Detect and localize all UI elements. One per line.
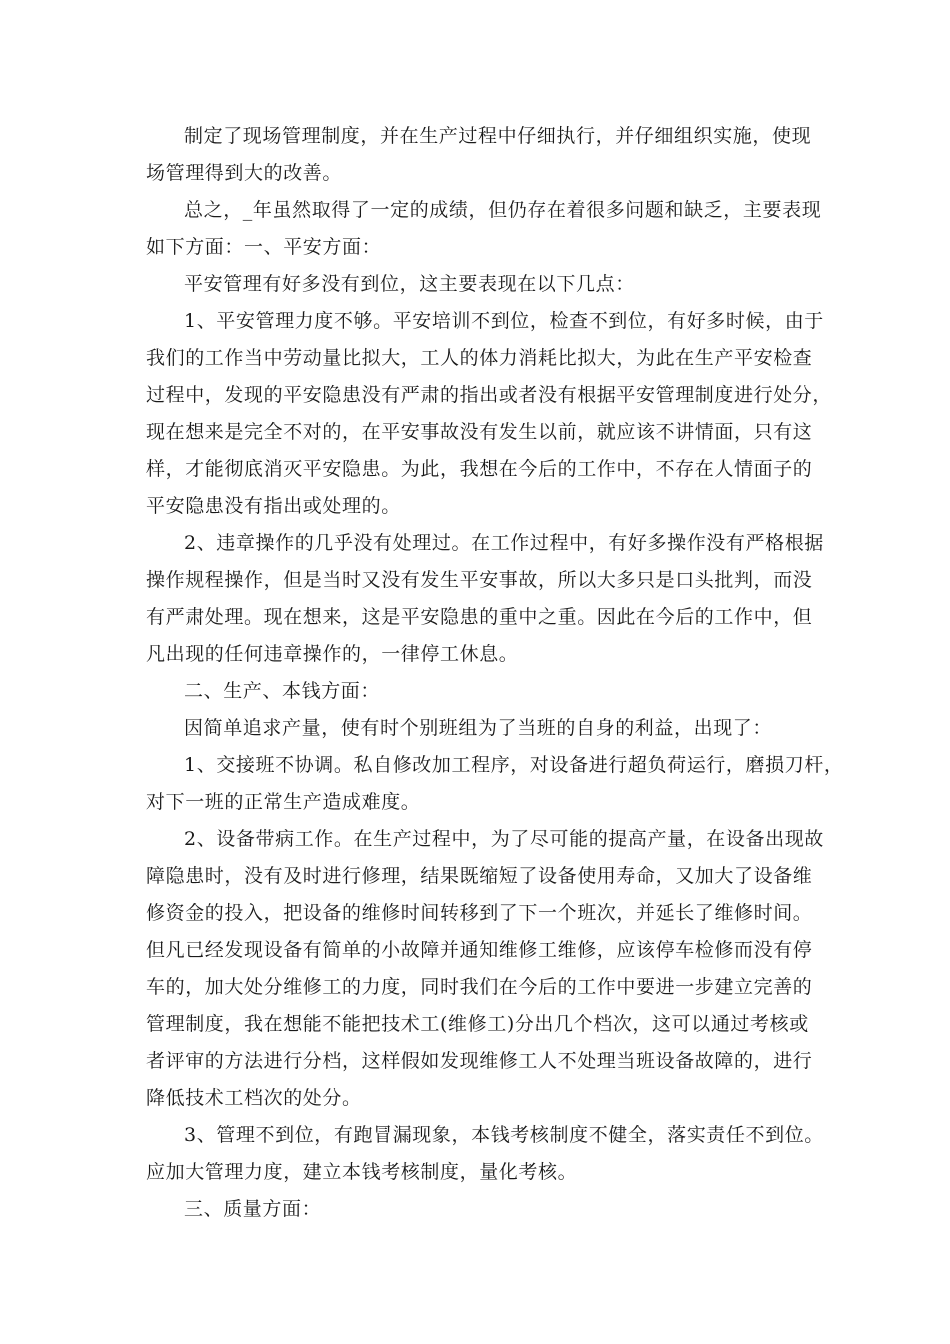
paragraph-7 <box>146 710 808 747</box>
text-line: 障隐患时，没有及时进行修理，结果既缩短了设备使用寿命，又加大了设备维 <box>146 865 813 887</box>
paragraph-1 <box>146 118 812 192</box>
paragraph-6 <box>146 673 808 710</box>
text-line: 样，才能彻底消灭平安隐患。为此，我想在今后的工作中，不存在人情面子的 <box>146 458 813 480</box>
text-line: 凡出现的任何违章操作的，一律停工休息。 <box>146 643 519 665</box>
text-line: 平安隐患没有指出或处理的。 <box>146 495 401 517</box>
text-line: 但凡已经发现设备有简单的小故障并通知维修工维修，应该停车检修而没有停 <box>146 939 813 961</box>
text-line: 过程中，发现的平安隐患没有严肃的指出或者没有根据平安管理制度进行处分， <box>146 384 833 406</box>
paragraph-5 <box>146 525 824 673</box>
text-line: 3、管理不到位，有跑冒漏现象，本钱考核制度不健全，落实责任不到位。 <box>184 1124 824 1146</box>
text-line: 修资金的投入，把设备的维修时间转移到了下一个班次，并延长了维修时间。 <box>146 902 813 924</box>
text-line: 因简单追求产量，使有时个别班组为了当班的自身的利益，出现了： <box>184 717 773 739</box>
paragraph-10 <box>146 1117 824 1191</box>
text-line: 我们的工作当中劳动量比拟大，工人的体力消耗比拟大，为此在生产平安检查 <box>146 347 813 369</box>
paragraph-4 <box>146 303 833 525</box>
section-heading: 二、生产、本钱方面： <box>184 680 381 702</box>
text-line: 管理制度，我在想能不能把技术工(维修工)分出几个档次，这可以通过考核或 <box>146 1013 809 1035</box>
paragraph-2 <box>146 192 822 266</box>
text-line: 平安管理有好多没有到位，这主要表现在以下几点： <box>184 273 635 295</box>
paragraph-3 <box>146 266 808 303</box>
text-line: 2、设备带病工作。在生产过程中，为了尽可能的提高产量，在设备出现故 <box>184 828 824 850</box>
text-line: 者评审的方法进行分档，这样假如发现维修工人不处理当班设备故障的，进行 <box>146 1050 813 1072</box>
section-heading: 三、质量方面： <box>184 1198 322 1220</box>
text-line: 场管理得到大的改善。 <box>146 162 343 184</box>
text-line: 总之，_年虽然取得了一定的成绩，但仍存在着很多问题和缺乏，主要表现 <box>184 199 822 221</box>
document-body <box>146 118 844 1228</box>
paragraph-11 <box>146 1191 808 1228</box>
text-line: 降低技术工档次的处分。 <box>146 1087 362 1109</box>
text-line: 制定了现场管理制度，并在生产过程中仔细执行，并仔细组织实施，使现 <box>184 125 812 147</box>
paragraph-9 <box>146 821 824 1117</box>
text-line: 1、交接班不协调。私自修改加工程序，对设备进行超负荷运行，磨损刀杆， <box>184 754 844 776</box>
text-line: 车的，加大处分维修工的力度，同时我们在今后的工作中要进一步建立完善的 <box>146 976 813 998</box>
text-line: 如下方面：一、平安方面： <box>146 236 382 258</box>
text-line: 现在想来是完全不对的，在平安事故没有发生以前，就应该不讲情面，只有这 <box>146 421 813 443</box>
text-line: 2、违章操作的几乎没有处理过。在工作过程中，有好多操作没有严格根据 <box>184 532 824 554</box>
text-line: 应加大管理力度，建立本钱考核制度，量化考核。 <box>146 1161 578 1183</box>
paragraph-8 <box>146 747 844 821</box>
text-line: 1、平安管理力度不够。平安培训不到位，检查不到位，有好多时候，由于 <box>184 310 824 332</box>
text-line: 对下一班的正常生产造成难度。 <box>146 791 421 813</box>
text-line: 操作规程操作，但是当时又没有发生平安事故，所以大多只是口头批判，而没 <box>146 569 813 591</box>
text-line: 有严肃处理。现在想来，这是平安隐患的重中之重。因此在今后的工作中，但 <box>146 606 813 628</box>
